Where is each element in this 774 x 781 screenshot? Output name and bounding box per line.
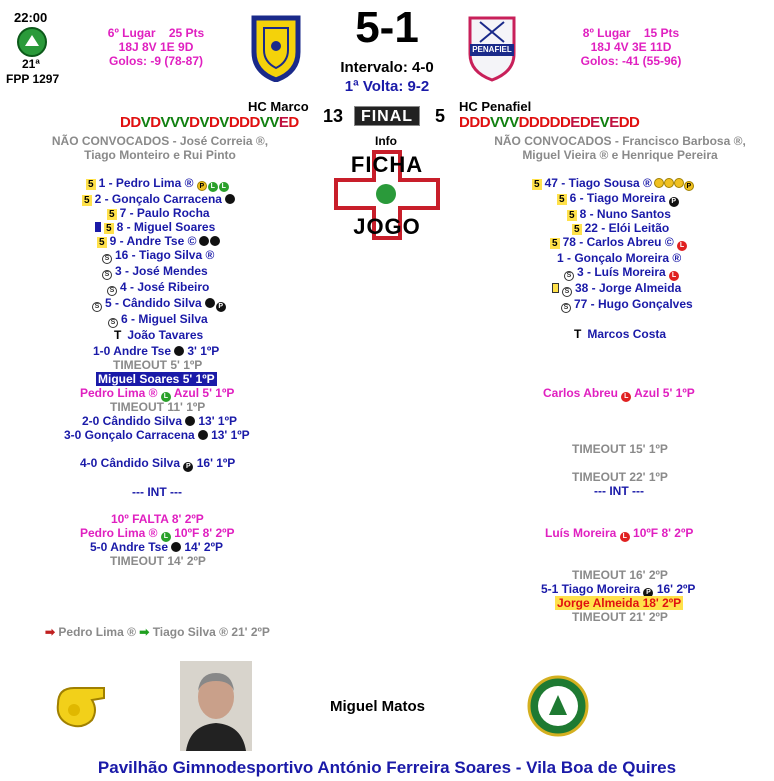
goal-ball-icon (205, 298, 215, 308)
penalty-icon: P (669, 197, 679, 207)
form-result: V (259, 114, 270, 131)
home-shots: 13 (323, 106, 344, 126)
form-result: V (160, 114, 171, 131)
home-event[interactable]: 4-0 Cândido Silva P 16' 1ºP (80, 456, 236, 470)
home-player-row[interactable]: S 16 - Tiago Silva ® (60, 248, 320, 264)
form-result: D (239, 114, 250, 131)
home-event[interactable]: 5-0 Andre Tse 14' 2ºP (90, 540, 223, 554)
away-event[interactable]: Jorge Almeida 18' 2ºP (557, 596, 682, 610)
goal-ball-icon (210, 236, 220, 246)
away-badge-text: PENAFIEL (472, 45, 512, 54)
penalty-icon: P (684, 181, 694, 191)
away-lineup (520, 176, 760, 341)
home-not-called: NÃO CONVOCADOS - José Correia ®, Tiago Monteiro e Rui Pinto (51, 134, 269, 162)
away-event[interactable]: Luís Moreira L 10ºF 8' 2ºP (545, 526, 694, 540)
away-player-row[interactable]: 5 22 - Elói Leitão (574, 221, 670, 235)
goal-ball-icon (198, 430, 208, 440)
final-score: 5-1 (355, 3, 419, 52)
form-result: V (499, 114, 510, 131)
form-result: D (288, 114, 299, 131)
form-result: D (189, 114, 200, 131)
home-event[interactable]: TIMEOUT 5' 1ºP (113, 358, 203, 372)
form-result: D (150, 114, 161, 131)
form-result: D (469, 114, 480, 131)
home-event[interactable]: --- INT --- (132, 485, 182, 499)
home-player-row[interactable]: 5 1 - Pedro Lima ® P L L (60, 176, 320, 192)
red-card-icon: L (620, 532, 630, 542)
goal-ball-icon (174, 346, 184, 356)
match-status: FINAL (354, 106, 420, 126)
left-icon: L (208, 182, 218, 192)
home-form (120, 114, 299, 131)
penalty-icon: P (183, 462, 193, 472)
sub-icon: S (107, 286, 117, 296)
home-goals: Golos: -9 (78-87) (108, 54, 204, 68)
home-event[interactable]: 10º FALTA 8' 2ºP (111, 512, 204, 526)
away-points: 15 Pts (643, 26, 680, 40)
association-logo (527, 675, 589, 737)
form-result: D (228, 114, 240, 131)
home-team-badge[interactable] (250, 14, 302, 82)
home-coach-row[interactable]: T João Tavares (114, 328, 204, 342)
away-player-row[interactable]: S 77 - Hugo Gonçalves (520, 297, 760, 313)
venue-name[interactable]: Pavilhão Gimnodesportivo António Ferreira Soares - Vila Boa de Quires (97, 758, 677, 777)
form-result: E (590, 114, 600, 131)
away-team-badge[interactable] (464, 14, 520, 82)
form-result: V (140, 114, 151, 131)
sub-icon: S (102, 270, 112, 280)
away-player-row[interactable]: 5 78 - Carlos Abreu © L (520, 235, 760, 251)
away-form (459, 114, 639, 131)
form-result: E (570, 114, 580, 131)
form-result: D (559, 114, 571, 131)
info-label[interactable]: Info (375, 134, 397, 148)
yellow-card-icon (552, 283, 559, 293)
form-result: E (278, 114, 289, 131)
whistle-icon (52, 684, 108, 730)
home-player-row[interactable]: 5 9 - Andre Tse © (60, 234, 320, 248)
away-event[interactable]: TIMEOUT 22' 1ºP (572, 470, 668, 484)
home-player-row[interactable]: S 4 - José Ribeiro (60, 280, 320, 296)
home-team-name[interactable]: HC Marco (248, 99, 309, 114)
home-points: 25 Pts (168, 26, 205, 40)
jogo-label: JOGO (353, 214, 421, 239)
left-icon: L (219, 182, 229, 192)
goal-ball-icon (171, 542, 181, 552)
form-result: D (208, 114, 220, 131)
league-logo (16, 26, 48, 58)
round-number: 21ª (22, 57, 40, 71)
form-result: V (199, 114, 209, 131)
penalty-icon: P (216, 302, 226, 312)
home-player-row[interactable]: 5 7 - Paulo Rocha (109, 206, 210, 220)
penalty-icon (664, 178, 674, 188)
blue-card-icon (95, 222, 101, 232)
form-result: D (459, 114, 470, 131)
form-result: D (549, 114, 560, 131)
red-card-icon: L (677, 241, 687, 251)
form-result: V (219, 114, 229, 131)
match-time: 22:00 (14, 10, 48, 25)
goal-ball-icon (185, 416, 195, 426)
home-player-row[interactable]: 5 8 - Miguel Soares (60, 220, 320, 234)
home-standing: 6º Lugar (107, 26, 156, 40)
home-record: 18J 8V 1E 9D (118, 40, 194, 54)
form-result: D (579, 114, 591, 131)
red-card-icon: L (621, 392, 631, 402)
away-player-row[interactable]: 5 47 - Tiago Sousa ® P (520, 176, 760, 191)
home-player-row[interactable]: S 5 - Cândido Silva P (60, 296, 320, 312)
ficha-label: FICHA (350, 152, 424, 177)
red-card-icon: L (669, 271, 679, 281)
referee-name[interactable]: Miguel Matos (330, 698, 426, 715)
penalty-icon (674, 178, 684, 188)
sub-icon: S (561, 303, 571, 313)
ficha-jogo-button[interactable] (334, 150, 440, 240)
substitution-event[interactable]: ➡ Pedro Lima ® ➡ Tiago Silva ® 21' 2ºP (45, 625, 270, 639)
sub-icon: S (564, 271, 574, 281)
home-player-row[interactable]: 5 2 - Gonçalo Carracena (60, 192, 320, 206)
away-event[interactable]: --- INT --- (594, 484, 644, 498)
form-result: D (528, 114, 540, 131)
away-event[interactable]: TIMEOUT 21' 2ºP (572, 610, 668, 624)
away-record: 18J 4V 3E 11D (590, 40, 672, 54)
away-player-row[interactable]: S 38 - Jorge Almeida (520, 281, 760, 297)
away-event[interactable]: TIMEOUT 16' 2ºP (572, 568, 668, 582)
coach-icon: T (114, 328, 122, 342)
form-result: D (518, 114, 529, 131)
form-result: D (130, 114, 141, 131)
goal-ball-icon (199, 236, 209, 246)
home-event[interactable]: 3-0 Gonçalo Carracena 13' 1ºP (64, 428, 250, 442)
game-id: FPP 1297 (6, 72, 60, 86)
away-not-called: NÃO CONVOCADOS - Francisco Barbosa ®, Miguel Vieira ® e Henrique Pereira (494, 134, 746, 162)
form-result: D (618, 114, 630, 131)
sub-icon: S (102, 254, 112, 264)
home-event[interactable]: 1-0 Andre Tse 3' 1ºP (93, 344, 220, 358)
away-event[interactable]: TIMEOUT 15' 1ºP (572, 442, 668, 456)
halftime-score: Intervalo: 4-0 (340, 59, 434, 76)
form-result: V (490, 114, 500, 131)
away-standing: 8º Lugar (582, 26, 631, 40)
form-result: V (509, 114, 519, 131)
away-stats (556, 26, 706, 68)
home-event[interactable]: Pedro Lima ® L Azul 5' 1ºP (80, 386, 235, 400)
away-event[interactable]: Carlos Abreu L Azul 5' 1ºP (543, 386, 695, 400)
away-goals: Golos: -41 (55-96) (580, 54, 682, 68)
form-result: V (170, 114, 180, 131)
away-shots: 5 (435, 106, 446, 126)
form-result: V (179, 114, 190, 131)
away-event[interactable]: 5-1 Tiago Moreira P 16' 2ºP (541, 582, 696, 596)
sub-icon: S (108, 318, 118, 328)
away-coach-row[interactable]: T Marcos Costa (574, 327, 667, 341)
home-event[interactable]: Miguel Soares 5' 1ºP (98, 372, 215, 386)
away-player-row[interactable]: 5 8 - Nuno Santos (569, 207, 671, 221)
home-event[interactable]: TIMEOUT 14' 2ºP (110, 554, 206, 568)
home-event[interactable]: Pedro Lima ® L 10ºF 8' 2ºP (80, 526, 235, 540)
form-result: D (539, 114, 550, 131)
home-player-row[interactable]: S 6 - Miguel Silva (60, 312, 320, 328)
form-result: E (609, 114, 619, 131)
coach-icon: T (574, 327, 582, 341)
form-result: D (249, 114, 260, 131)
sub-out-icon: ➡ (45, 625, 56, 639)
goal-ball-icon (225, 194, 235, 204)
form-result: D (629, 114, 640, 131)
sub-icon: S (92, 302, 102, 312)
home-event[interactable]: 2-0 Cândido Silva 13' 1ºP (82, 414, 237, 428)
away-player-row[interactable]: S 3 - Luís Moreira L (520, 265, 760, 281)
first-leg-score: 1ª Volta: 9-2 (344, 78, 430, 95)
penalty-icon: P (643, 588, 653, 598)
left-icon: L (161, 392, 171, 402)
home-player-row[interactable]: S 3 - José Mendes (60, 264, 320, 280)
form-result: D (479, 114, 491, 131)
penalty-icon: P (197, 181, 207, 191)
home-event[interactable]: TIMEOUT 11' 1ºP (110, 400, 206, 414)
home-stats (86, 26, 226, 68)
form-result: V (269, 114, 279, 131)
form-result: V (599, 114, 610, 131)
penalty-icon (654, 178, 664, 188)
away-team-name[interactable]: HC Penafiel (459, 99, 532, 114)
away-player-row[interactable]: 5 6 - Tiago Moreira P (520, 191, 760, 207)
referee-photo[interactable] (180, 661, 252, 751)
sub-icon: S (562, 287, 572, 297)
sub-in-icon: ➡ (139, 625, 150, 639)
home-lineup (60, 176, 320, 342)
left-icon: L (161, 532, 171, 542)
form-result: D (120, 114, 131, 131)
away-player-row[interactable]: 1 - Gonçalo Moreira ® (557, 251, 682, 265)
